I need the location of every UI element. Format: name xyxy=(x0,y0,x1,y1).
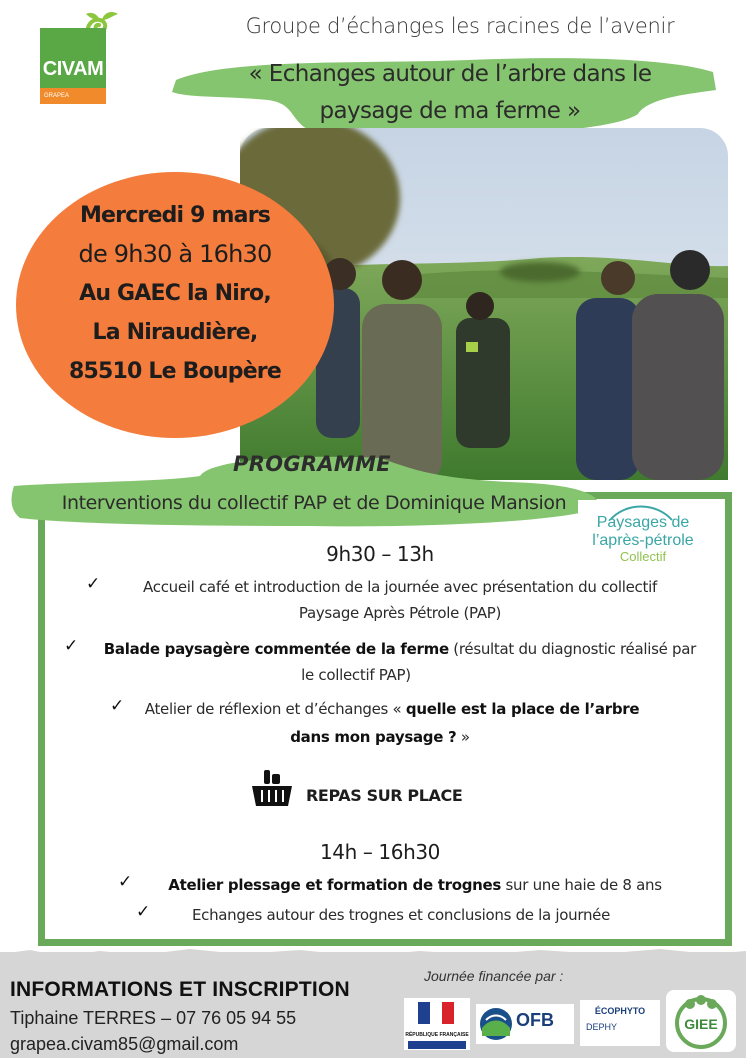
ofb-globe-icon xyxy=(478,1006,514,1042)
footer-torn-edge xyxy=(0,944,746,962)
ecophyto-logo xyxy=(580,1000,660,1046)
dephy-label: DEPHY xyxy=(586,1022,618,1032)
programme-item-2-rest: (résultat du diagnostic réalisé par xyxy=(448,640,696,658)
rf-label: RÉPUBLIQUE FRANÇAISE xyxy=(405,1032,469,1038)
contact-phone: Tiphaine TERRES – 07 76 05 94 55 xyxy=(10,1008,297,1028)
programme-item-4-rest: sur une haie de 8 ans xyxy=(501,876,662,894)
programme-item-3-line2-rest: » xyxy=(456,728,470,746)
ofb-label: OFB xyxy=(516,1010,554,1030)
civam-logo xyxy=(40,28,106,104)
civam-logo-sub: GRAPEA xyxy=(40,88,106,104)
programme-item-1-line1: Accueil café et introduction de la journée avec présentation du collectif xyxy=(143,578,657,596)
programme-item-2-line2: le collectif PAP) xyxy=(301,666,411,684)
programme-heading: PROGRAMME xyxy=(233,452,391,476)
event-time: de 9h30 à 16h30 xyxy=(78,240,272,268)
programme-item-2-bold: Balade paysagère commentée de la ferme xyxy=(103,640,449,658)
pap-arc-icon xyxy=(606,500,676,522)
checkmark-icon: ✓ xyxy=(86,574,101,594)
contact-email[interactable]: grapea.civam85@gmail.com xyxy=(10,1034,239,1054)
programme-item-3 xyxy=(132,696,652,722)
civam-logo-brand: CIVAM xyxy=(42,58,104,80)
checkmark-icon: ✓ xyxy=(136,902,151,922)
programme-item-3-line2-bold: dans mon paysage ? xyxy=(290,728,457,746)
programme-item-5: Echanges autour des trognes et conclusions de la journée xyxy=(191,906,611,924)
event-place-line2: La Niraudière, xyxy=(92,320,258,345)
basket-icon xyxy=(250,766,294,810)
ecophyto-label: ÉCOPHYTO xyxy=(594,1006,646,1016)
checkmark-icon: ✓ xyxy=(110,696,125,716)
giee-logo xyxy=(666,990,736,1052)
event-details xyxy=(40,196,310,391)
group-line: Groupe d’échanges les racines de l’avenir xyxy=(245,14,675,38)
event-place-line1: Au GAEC la Niro, xyxy=(79,281,271,306)
info-title: INFORMATIONS ET INSCRIPTION xyxy=(10,978,350,1001)
programme-item-4 xyxy=(150,872,680,898)
pap-logo-line1: Paysages de xyxy=(596,514,690,531)
giee-label: GIEE xyxy=(684,1016,718,1032)
event-title xyxy=(200,56,700,130)
programme-item-3-pre: Atelier de réflexion et d’échanges « xyxy=(144,700,406,718)
event-title-line2: paysage de ma ferme » xyxy=(319,98,581,124)
afternoon-slot: 14h – 16h30 xyxy=(319,840,440,864)
pap-logo-line3: Collectif xyxy=(619,549,667,564)
programme-item-1 xyxy=(110,574,690,626)
lunch-label: REPAS SUR PLACE xyxy=(306,786,463,805)
programme-item-1-line2: Paysage Après Pétrole (PAP) xyxy=(298,604,502,622)
marianne-icon xyxy=(404,998,470,1028)
financed-by-label: Journée financée par : xyxy=(424,968,564,984)
event-title-line1: « Echanges autour de l’arbre dans le xyxy=(248,61,652,87)
programme-subtitle: Interventions du collectif PAP et de Dominique Mansion xyxy=(61,492,567,514)
event-date: Mercredi 9 mars xyxy=(79,203,271,228)
ofb-logo xyxy=(476,1004,574,1044)
programme-item-3-line2 xyxy=(200,724,560,750)
morning-slot: 9h30 – 13h xyxy=(326,542,434,566)
programme-item-3-bold: quelle est la place de l’arbre xyxy=(405,700,640,718)
programme-item-4-bold: Atelier plessage et formation de trognes xyxy=(168,876,502,894)
checkmark-icon: ✓ xyxy=(118,872,133,892)
republique-francaise-logo xyxy=(404,998,470,1050)
programme-item-2 xyxy=(96,636,696,662)
checkmark-icon: ✓ xyxy=(64,636,79,656)
event-place-line3: 85510 Le Boupère xyxy=(69,359,281,384)
pap-logo-line2: l’après-pétrole xyxy=(592,532,694,549)
